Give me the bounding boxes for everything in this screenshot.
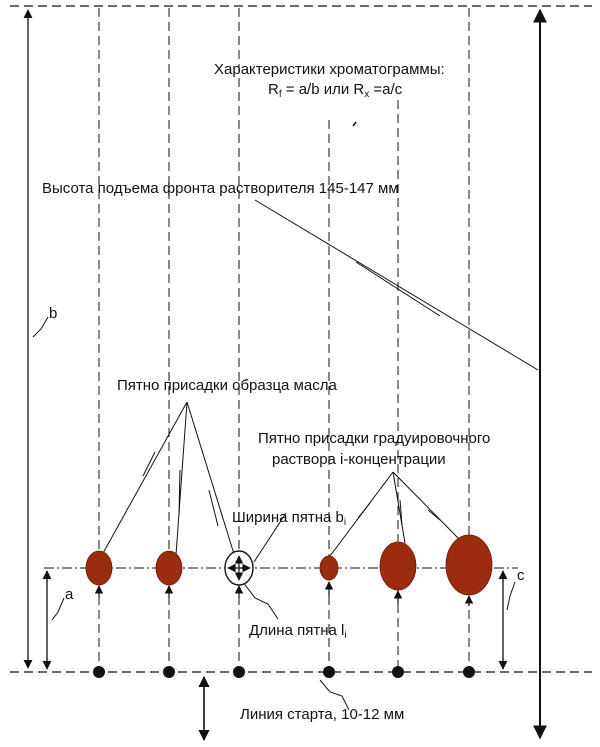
oil-spot-leaders [102,402,234,555]
calib-spot-label-line2: раствора i-концентрации [272,451,446,468]
b-label: b [49,305,58,322]
spot-width-label: Ширина пятна $b_i$ [232,509,347,528]
start-point [233,666,245,678]
calib-spot-label-line1: Пятно присадки градуировочного [258,430,491,447]
start-point [323,666,335,678]
c-leader [507,582,515,610]
calib-spot-1 [320,556,338,580]
rf-formula: $R_f = a/b$ или $R_x =a/c$ [268,81,403,100]
spot-up-arrows [99,582,469,606]
start-line-label: Линия старта, 10-12 мм [240,706,405,723]
a-label: a [65,586,74,603]
oil-spot-1 [86,551,112,585]
start-point [463,666,475,678]
calib-spot-3 [446,535,492,595]
a-leader [52,598,64,620]
solvent-front-label: Высота подъема фронта растворителя 145-147 мм [42,180,399,197]
chromatogram-title: Характеристики хроматограммы: [214,61,445,78]
calib-spot-2 [380,542,416,590]
b-leader [33,317,48,337]
start-point [163,666,175,678]
oil-spot-label: Пятно присадки образца масла [117,377,337,394]
oil-spot-2 [156,551,182,585]
spot-length-label: Длина пятна $l_i$ [249,622,347,641]
start-point [93,666,105,678]
spot-length-leader [243,582,278,619]
title-tick-mark [353,122,356,126]
c-label: c [517,567,525,584]
start-point [392,666,404,678]
solvent-front-leader [255,200,538,370]
